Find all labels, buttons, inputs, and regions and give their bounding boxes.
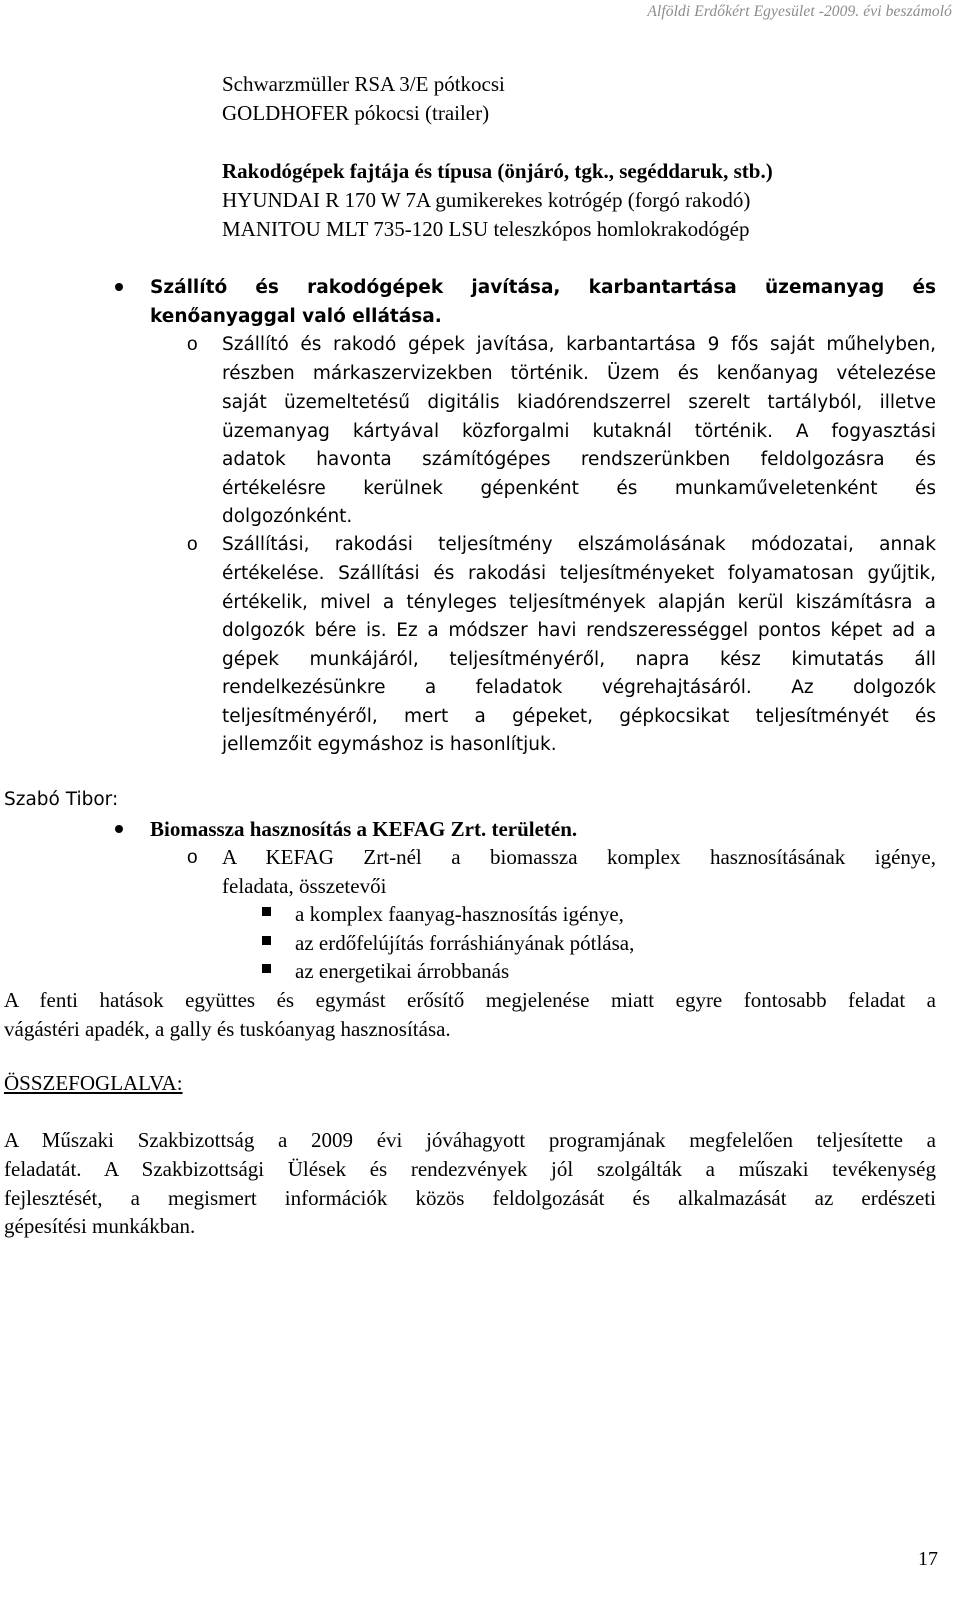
maintenance-sub2-line: Szállítási, rakodási teljesítmény elszámolásának módozatai, annak [222,534,936,555]
maintenance-sub2-line: értékelik, mivel a tényleges teljesítmények alapján kerül kiszámításra a [222,592,936,613]
bullet-dot-icon [115,283,123,291]
square-bullet-icon [262,936,271,945]
biomass-sub-line: feladata, összetevői [222,874,387,898]
maintenance-sub1-line: értékelésre kerülnek gépenként és munkaműveletenként és [222,478,936,499]
trailer-item: GOLDHOFER pókocsi (trailer) [222,101,490,125]
page-header: Alföldi Erdőkért Egyesület -2009. évi beszámoló [647,3,952,20]
circle-bullet-icon: o [187,534,198,555]
summary-line: feladatát. A Szakbizottsági Ülések és rendezvények jól szolgálták a műszaki tevékenység [4,1157,936,1181]
biomass-title: Biomassza hasznosítás a KEFAG Zrt. területén. [150,817,578,841]
maintenance-title: kenőanyaggal való ellátása. [150,306,442,327]
loader-item: MANITOU MLT 735-120 LSU teleszkópos homlokrakodógép [222,217,750,241]
maintenance-sub1-line: Szállító és rakodó gépek javítása, karbantartása 9 fős saját műhelyben, [222,334,936,355]
maintenance-sub1-line: üzemanyag kártyával közforgalmi kutaknál történik. A fogyasztási [222,421,936,442]
maintenance-sub1-line: adatok havonta számítógépes rendszerünkben feldolgozásra és [222,449,936,470]
maintenance-sub1-line: saját üzemeltetésű digitális kiadórendszerrel szerelt tartályból, illetve [222,392,936,413]
maintenance-sub2-line: rendelkezésünkre a feladatok végrehajtásáról. Az dolgozók [222,677,936,698]
trailer-item: Schwarzmüller RSA 3/E pótkocsi [222,72,505,96]
biomass-point: az energetikai árrobbanás [295,959,510,983]
summary-line: gépesítési munkákban. [4,1214,196,1238]
maintenance-sub1-line: részben márkaszervizekben történik. Üzem és kenőanyag vételezése [222,363,936,384]
summary-line: fejlesztését, a megismert információk közös feldolgozását és alkalmazását az erdészeti [4,1186,936,1210]
biomass-paragraph-line: vágástéri apadék, a gally és tuskóanyag hasznosítása. [4,1017,451,1041]
maintenance-sub2-line: értékelése. Szállítási és rakodási teljesítményeket folyamatosan gyűjtik, [222,563,936,584]
summary-line: A Műszaki Szakbizottság a 2009 évi jóváhagyott programjának megfelelően teljesítette a [4,1128,936,1152]
speaker-label: Szabó Tibor: [4,789,119,810]
loaders-heading: Rakodógépek fajtája és típusa (önjáró, tgk., segéddaruk, stb.) [222,159,773,183]
square-bullet-icon [262,964,271,973]
biomass-point: az erdőfelújítás forráshiányának pótlása, [295,931,635,955]
loader-item: HYUNDAI R 170 W 7A gumikerekes kotrógép (forgó rakodó) [222,188,751,212]
square-bullet-icon [262,907,271,916]
summary-heading: ÖSSZEFOGLALVA: [4,1071,183,1095]
bullet-dot-icon [115,825,123,833]
page-number: 17 [918,1548,938,1570]
maintenance-title: Szállító és rakodógépek javítása, karbantartása üzemanyag és [150,277,936,298]
circle-bullet-icon: o [187,334,198,355]
biomass-paragraph-line: A fenti hatások együttes és egymást erősítő megjelenése miatt egyre fontosabb feladat a [4,988,936,1012]
maintenance-sub1-line: dolgozónként. [222,506,353,527]
biomass-point: a komplex faanyag-hasznosítás igénye, [295,902,624,926]
maintenance-sub2-line: gépek munkájáról, teljesítményéről, napra kész kimutatás áll [222,649,936,670]
maintenance-sub2-line: dolgozók bére is. Ez a módszer havi rendszerességgel pontos képet ad a [222,620,936,641]
maintenance-sub2-line: teljesítményéről, mert a gépeket, gépkocsikat teljesítményét és [222,706,936,727]
biomass-sub-line: A KEFAG Zrt-nél a biomassza komplex hasznosításának igénye, [222,845,936,869]
maintenance-sub2-line: jellemzőit egymáshoz is hasonlítjuk. [222,734,557,755]
circle-bullet-icon: o [187,847,198,868]
